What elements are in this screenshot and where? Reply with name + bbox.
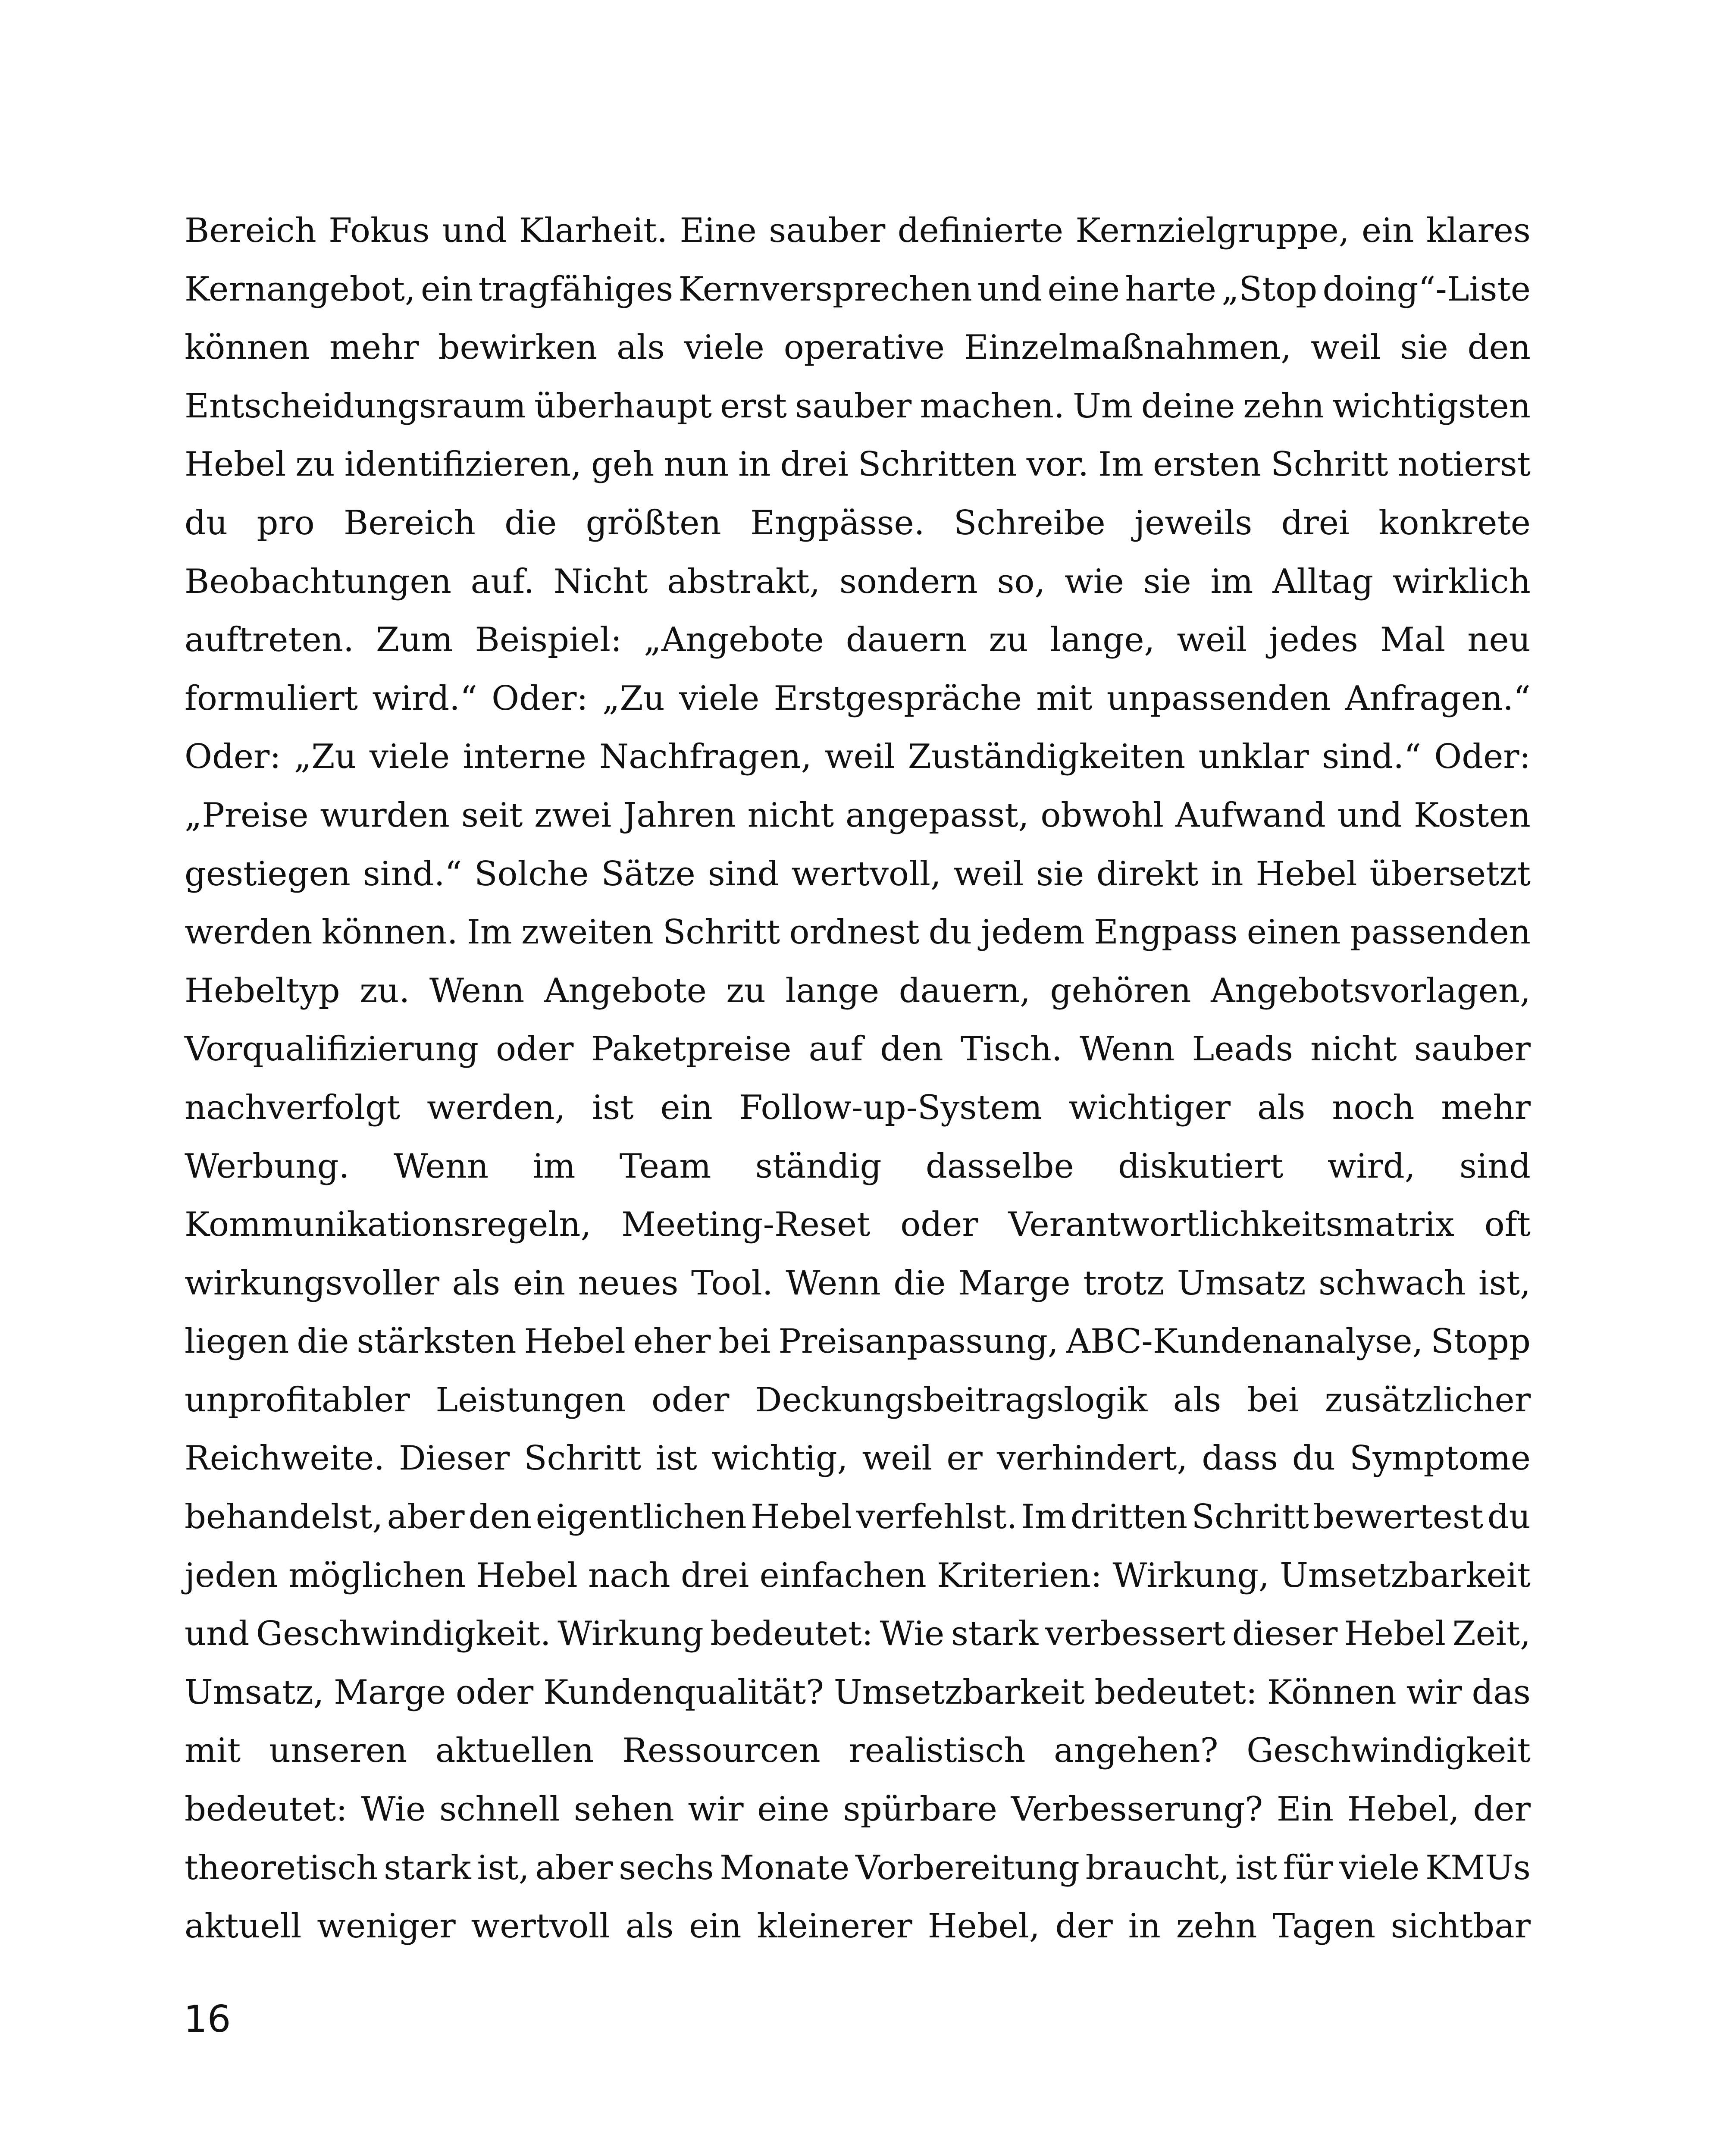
text-line: behandelst, aber den eigentlichen Hebel verfehlst. Im dritten Schritt bewertest du	[185, 1498, 1531, 1537]
text-line: bedeutet: Wie schnell sehen wir eine spürbare Verbesserung? Ein Hebel, der	[185, 1790, 1531, 1829]
text-line: Vorqualifizierung oder Paketpreise auf den Tisch. Wenn Leads nicht sauber	[185, 1030, 1531, 1069]
text-line: können mehr bewirken als viele operative Einzelmaßnahmen, weil sie den	[185, 328, 1531, 367]
text-line: Werbung. Wenn im Team ständig dasselbe diskutiert wird, sind	[185, 1147, 1531, 1186]
text-line: „Preise wurden seit zwei Jahren nicht angepasst, obwohl Aufwand und Kosten	[185, 796, 1531, 835]
text-line: auftreten. Zum Beispiel: „Angebote dauern zu lange, weil jedes Mal neu	[185, 620, 1531, 660]
text-line: du pro Bereich die größten Engpässe. Schreibe jeweils drei konkrete	[185, 503, 1531, 542]
text-line: Kommunikationsregeln, Meeting-Reset oder Verantwortlichkeitsmatrix oft	[185, 1205, 1531, 1244]
text-line: formuliert wird.“ Oder: „Zu viele Erstgespräche mit unpassenden Anfragen.“	[185, 679, 1531, 718]
text-line: Reichweite. Dieser Schritt ist wichtig, weil er verhindert, dass du Symptome	[185, 1439, 1531, 1478]
page-number: 16	[184, 1998, 231, 2041]
text-line: liegen die stärksten Hebel eher bei Preisanpassung, ABC-Kundenanalyse, Stopp	[185, 1322, 1531, 1361]
text-line: aktuell weniger wertvoll als ein kleinerer Hebel, der in zehn Tagen sichtbar	[185, 1907, 1531, 1946]
text-line: Kernangebot, ein tragfähiges Kernversprechen und eine harte „Stop doing“-Liste	[185, 270, 1531, 309]
text-line: werden können. Im zweiten Schritt ordnest du jedem Engpass einen passenden	[185, 913, 1531, 952]
text-line: Beobachtungen auf. Nicht abstrakt, sondern so, wie sie im Alltag wirklich	[185, 562, 1531, 601]
text-line: jeden möglichen Hebel nach drei einfachen Kriterien: Wirkung, Umsetzbarkeit	[185, 1556, 1531, 1595]
text-line: Hebel zu identifizieren, geh nun in drei Schritten vor. Im ersten Schritt notierst	[185, 445, 1531, 484]
text-line: Oder: „Zu viele interne Nachfragen, weil Zuständigkeiten unklar sind.“ Oder:	[185, 737, 1531, 777]
text-line: theoretisch stark ist, aber sechs Monate Vorbereitung braucht, ist für viele KMUs	[185, 1848, 1531, 1887]
text-line: gestiegen sind.“ Solche Sätze sind wertvoll, weil sie direkt in Hebel übersetzt	[185, 854, 1531, 893]
text-line: unprofitabler Leistungen oder Deckungsbeitragslogik als bei zusätzlicher	[185, 1380, 1531, 1420]
text-line: nachverfolgt werden, ist ein Follow-up-System wichtiger als noch mehr	[185, 1088, 1531, 1127]
text-line: Hebeltyp zu. Wenn Angebote zu lange dauern, gehören Angebotsvorlagen,	[185, 971, 1531, 1010]
text-line: Entscheidungsraum überhaupt erst sauber machen. Um deine zehn wichtigsten	[185, 386, 1531, 426]
text-line: wirkungsvoller als ein neues Tool. Wenn die Marge trotz Umsatz schwach ist,	[185, 1263, 1531, 1303]
body-paragraph	[185, 202, 1531, 1956]
text-line: und Geschwindigkeit. Wirkung bedeutet: Wie stark verbessert dieser Hebel Zeit,	[185, 1614, 1531, 1654]
text-line: mit unseren aktuellen Ressourcen realistisch angehen? Geschwindigkeit	[185, 1731, 1531, 1771]
text-line: Umsatz, Marge oder Kundenqualität? Umsetzbarkeit bedeutet: Können wir das	[185, 1673, 1531, 1712]
text-line: Bereich Fokus und Klarheit. Eine sauber definierte Kernzielgruppe, ein klares	[185, 211, 1531, 250]
